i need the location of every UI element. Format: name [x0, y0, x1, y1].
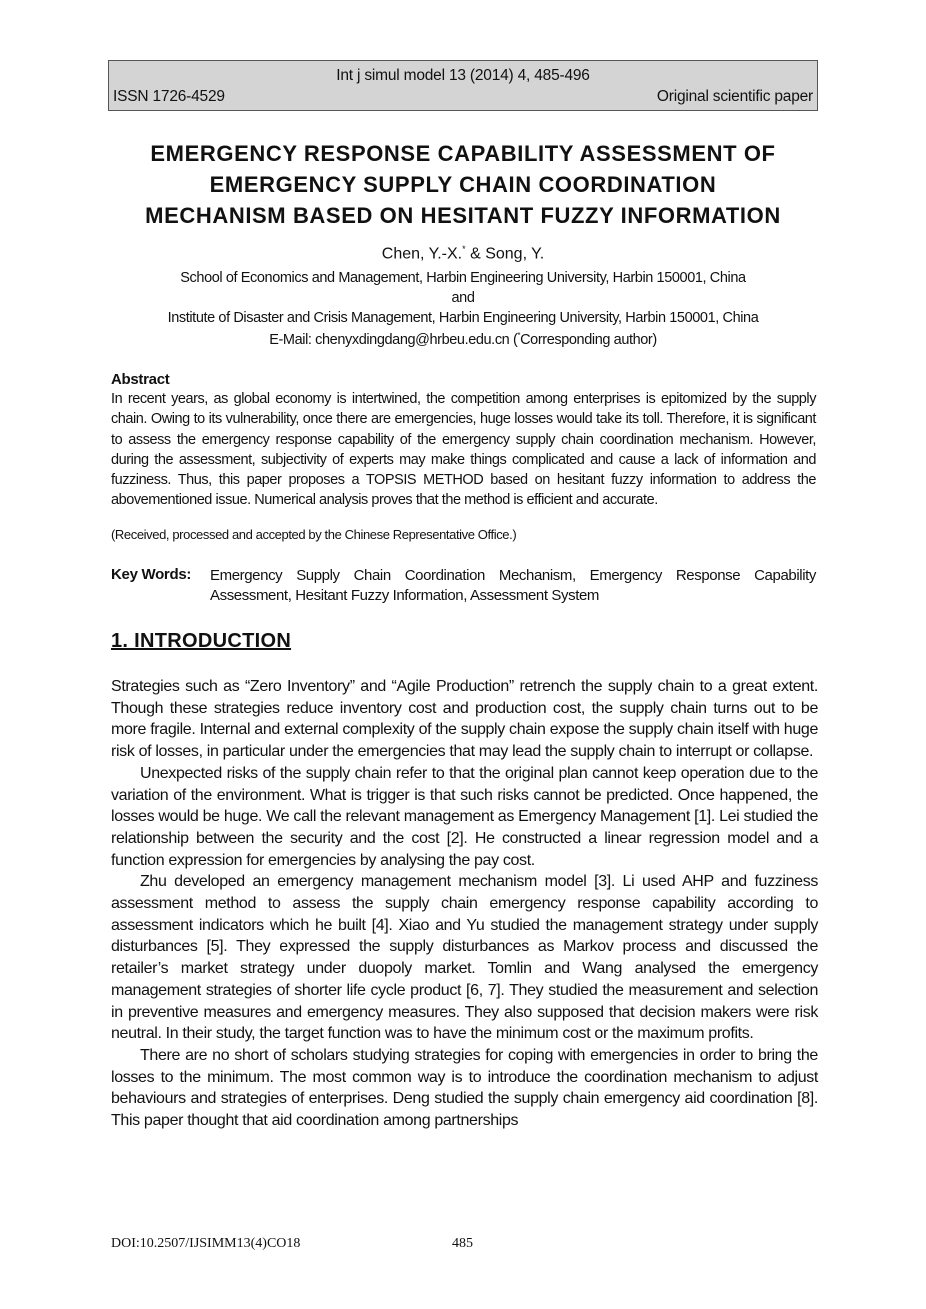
- paper-type: Original scientific paper: [656, 88, 813, 105]
- authors: [0, 244, 926, 263]
- title-line: EMERGENCY SUPPLY CHAIN COORDINATION: [209, 172, 717, 197]
- paragraph: Unexpected risks of the supply chain refer to that the original plan cannot keep operation due to the variation of the environment. What is trigger is that such risks cannot be predicted. Once happened, the losses would be huge. We call the relevant management as Emergency Management [1]. Lei studied the relationship between the security and the cost [2]. He constructed a linear regression model and a function expression for emergencies by analysing the pay cost.: [111, 764, 818, 869]
- title-line: MECHANISM BASED ON HESITANT FUZZY INFORMATION: [145, 203, 781, 228]
- footer-doi: DOI:10.2507/IJSIMM13(4)CO18: [111, 1236, 301, 1251]
- affiliation-2: Institute of Disaster and Crisis Management, Harbin Engineering University, Harbin 150001, China: [167, 310, 759, 326]
- title-line: EMERGENCY RESPONSE CAPABILITY ASSESSMENT OF: [150, 141, 776, 166]
- paragraph: Zhu developed an emergency management mechanism model [3]. Li used AHP and fuzziness assessment method to assess the supply chain emergency response capability according to assessment indicators which he built [4]. Xiao and Yu studied the management strategy under supply disturbances [5]. They expressed the supply disturbances as Markov process and discussed the retailer’s market strategy under duopoly market. Tomlin and Wang analysed the emergency management strategies of shorter life cycle product [6, 7]. They studied the measurement and selection in preventive measures and emergency measures. They also supposed that decision makers were risk neutral. In their study, the target function was to have the minimum cost or the maximum profits.: [111, 873, 818, 1043]
- abstract-heading: Abstract: [111, 371, 170, 388]
- affiliation-and: and: [451, 290, 475, 306]
- author-first: Chen, Y.-X.: [381, 245, 463, 263]
- paper-title: [95, 138, 831, 231]
- affiliation-1: School of Economics and Management, Harbin Engineering University, Harbin 150001, China: [180, 270, 746, 286]
- paragraph: Strategies such as “Zero Inventory” and “Agile Production” retrench the supply chain to a great extent. Though these strategies reduce inventory cost and production cost, the supply chain turns out to be more fragile. Internal and external complexity of the supply chain expose the supply chain itself with huge risk of losses, in particular under the emergencies that may lead the supply chain to interrupt or collapse.: [111, 678, 818, 761]
- author-rest: & Song, Y.: [465, 245, 545, 263]
- email-suffix: Corresponding author): [520, 331, 657, 348]
- paragraph: There are no short of scholars studying strategies for coping with emergencies in order to bring the losses to the minimum. The most common way is to introduce the coordination mechanism to adjust behaviours and strategies of enterprises. Deng studied the supply chain emergency aid coordination [8]. This paper thought that aid coordination among partnerships: [111, 1046, 818, 1130]
- received-note: (Received, processed and accepted by the Chinese Representative Office.): [111, 527, 517, 542]
- corresponding-mark: *: [462, 244, 466, 254]
- abstract-text: In recent years, as global economy is intertwined, the competition among enterprises is epitomized by the supply chain. Owing to its vulnerability, once there are emergencies, huge losses would take its toll. Therefore, it is significant to assess the emergency response capability of the emergency supply chain coordination mechanism. However, during the assessment, subjectivity of experts may make things complicated and cause a lack of information and fuzziness. Thus, this paper proposes a TOPSIS METHOD based on hesitant fuzzy information to address the abovementioned issue. Numerical analysis proves that the method is efficient and accurate.: [111, 391, 816, 509]
- journal-header-box: [108, 60, 818, 111]
- email-mark: *: [517, 331, 521, 340]
- keywords-text: Emergency Supply Chain Coordination Mechanism, Emergency Response Capability Assessment, Hesitant Fuzzy Information, Assessment System: [210, 567, 816, 604]
- body-text: [111, 676, 818, 1132]
- email-line: [0, 331, 926, 348]
- issn: ISSN 1726-4529: [113, 88, 225, 105]
- keywords-label: Key Words:: [111, 566, 192, 583]
- section-heading: 1. INTRODUCTION: [111, 630, 292, 652]
- page-number: 485: [452, 1236, 473, 1251]
- journal-reference: Int j simul model 13 (2014) 4, 485-496: [336, 67, 590, 84]
- email-prefix: E-Mail: chenyxdingdang@hrbeu.edu.cn (: [269, 331, 518, 348]
